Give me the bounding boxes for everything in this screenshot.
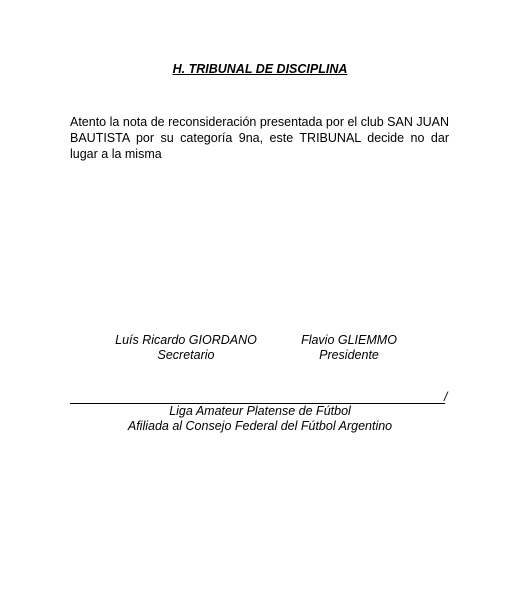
signature-secretary [108,333,264,363]
league-name: Liga Amateur Platense de Fútbol [169,404,351,418]
signature-president [289,333,409,363]
footer-slash: / [444,390,448,404]
document-title: H. TRIBUNAL DE DISCIPLINA [172,62,348,76]
league-affiliation: Afiliada al Consejo Federal del Fútbol Argentino [127,419,393,433]
signatory-role: Presidente [319,348,379,362]
league-footer [0,404,520,434]
signatory-name: Luís Ricardo GIORDANO [115,333,257,347]
signatory-name: Flavio GLIEMMO [301,333,397,347]
resolution-text: Atento la nota de reconsideración presentada por el club SAN JUAN BAUTISTA por su categoría 9na, este TRIBUNAL decide no dar lugar a la misma [70,115,449,161]
signatory-role: Secretario [157,348,215,362]
